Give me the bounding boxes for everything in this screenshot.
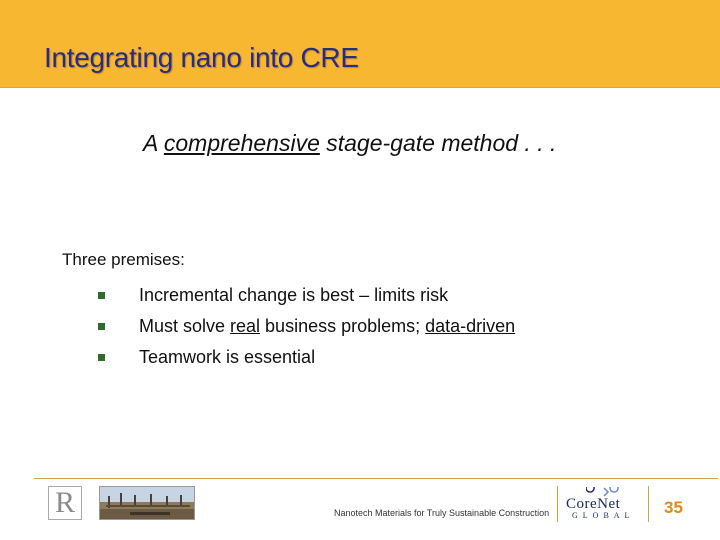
subtitle-part-1: A bbox=[143, 130, 164, 156]
bullet-text-mid: business problems; bbox=[260, 316, 426, 336]
bullet-square-icon bbox=[98, 354, 105, 361]
left-logo bbox=[48, 486, 82, 520]
bullet-text: Incremental change is best – limits risk bbox=[139, 285, 449, 305]
premises-list bbox=[98, 280, 515, 373]
subtitle-emphasis: comprehensive bbox=[163, 130, 320, 156]
list-item bbox=[98, 342, 515, 373]
slide-subtitle bbox=[143, 130, 556, 157]
bullet-text bbox=[139, 316, 515, 337]
bullet-text-underline-data: data-driven bbox=[425, 316, 516, 336]
bullet-text: Teamwork is essential bbox=[139, 347, 316, 367]
bullet-text-underline-real: real bbox=[230, 316, 261, 336]
list-item bbox=[98, 280, 515, 311]
corenet-logo bbox=[566, 486, 640, 522]
page-number: 35 bbox=[664, 498, 683, 517]
footer-caption: Nanotech Materials for Truly Sustainable Construction bbox=[334, 508, 550, 518]
footer-separator bbox=[648, 486, 649, 522]
title-bar bbox=[0, 0, 720, 88]
r-logo-letter: R bbox=[54, 486, 75, 519]
corenet-wordmark: CoreNet bbox=[566, 496, 621, 512]
footer-separator bbox=[557, 486, 558, 522]
bullet-square-icon bbox=[98, 292, 105, 299]
construction-photo-image bbox=[100, 487, 195, 520]
footer-divider bbox=[34, 478, 718, 479]
corenet-global: GLOBAL bbox=[572, 511, 635, 520]
construction-photo bbox=[99, 486, 195, 520]
subtitle-part-3: stage-gate method . . . bbox=[319, 130, 557, 156]
list-item bbox=[98, 311, 515, 342]
slide-title: Integrating nano into CRE bbox=[44, 42, 359, 73]
premises-label: Three premises: bbox=[62, 250, 185, 269]
bullet-text-pre: Must solve bbox=[139, 316, 231, 336]
bullet-square-icon bbox=[98, 323, 105, 330]
